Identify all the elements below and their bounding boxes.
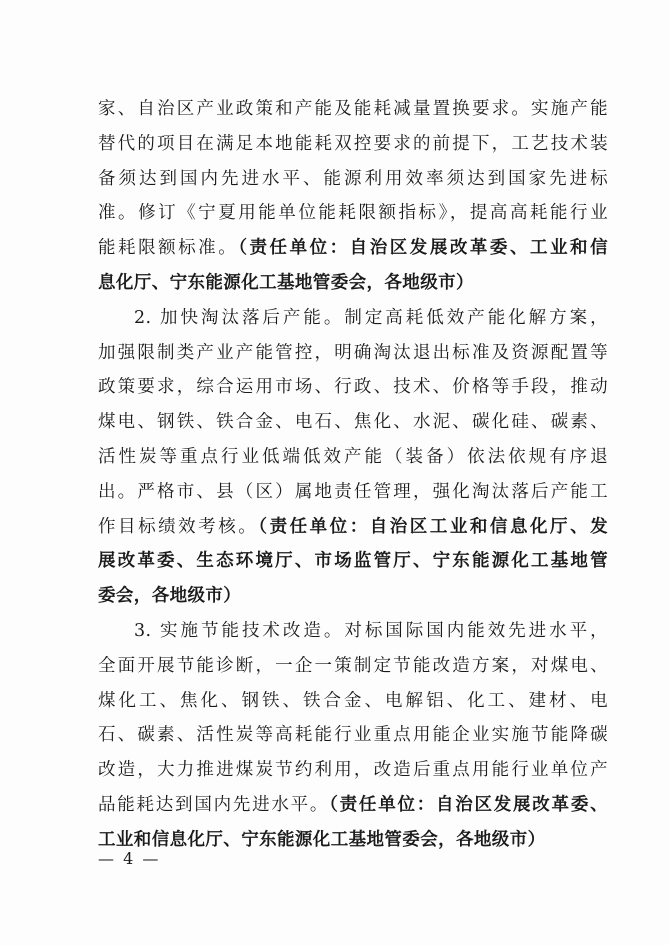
text-line — [98, 689, 608, 713]
body-text: 准。修订《宁夏用能单位能耗限额指标》，提高高耗能行业 — [98, 203, 608, 224]
body-text: 全面开展节能诊断，一企一策制定节能改造方案，对煤电、 — [98, 655, 608, 676]
body-text: 煤电、钢铁、铁合金、电石、焦化、水泥、碳化硅、碳素、 — [98, 412, 608, 433]
text-line — [98, 271, 608, 295]
text-line — [98, 758, 608, 782]
text-line — [98, 410, 608, 434]
body-text: 品能耗达到国内先进水平。 — [98, 795, 330, 815]
responsible-unit-text: 委会，各地级市） — [98, 586, 242, 607]
body-text: 能耗限额标准。 — [98, 238, 239, 259]
body-text: 煤化工、焦化、钢铁、铁合金、电解铝、化工、建材、电 — [98, 690, 608, 711]
responsible-unit-text: 工业和信息化厅、宁东能源化工基地管委会，各地级市） — [98, 829, 546, 850]
text-line — [98, 515, 608, 539]
responsible-unit-text: （责任单位：自治区发展改革委、工业和信 — [238, 238, 608, 259]
text-line — [98, 654, 608, 678]
text-line — [98, 236, 608, 260]
body-text: 作目标绩效考核。 — [98, 516, 259, 537]
responsible-unit-text: 展改革委、生态环境厅、市场监管厅、宁东能源化工基地管 — [98, 551, 608, 572]
text-line — [98, 480, 608, 504]
text-line — [98, 375, 608, 399]
body-text: 3. 实施节能技术改造。对标国际国内能效先进水平， — [134, 621, 608, 641]
text-line — [134, 306, 608, 330]
text-line — [98, 132, 608, 156]
responsible-unit-text: （责任单位：自治区工业和信息化厅、发 — [258, 516, 609, 537]
body-text: 家、自治区产业政策和产能及能耗减量置换要求。实施产能 — [98, 99, 608, 119]
text-line — [98, 723, 608, 747]
text-line — [98, 167, 608, 191]
responsible-unit-text: 息化厅、宁东能源化工基地管委会，各地级市） — [98, 273, 474, 293]
body-text: 改造，大力推进煤炭节约利用，改造后重点用能行业单位产 — [98, 760, 608, 781]
body-text: 2. 加快淘汰落后产能。制定高耗低效产能化解方案， — [134, 307, 608, 328]
body-text: 石、碳素、活性炭等高耗能行业重点用能企业实施节能降碳 — [98, 725, 608, 746]
text-line — [98, 445, 608, 469]
responsible-unit-text: （责任单位：自治区发展改革委、 — [329, 795, 608, 815]
text-line — [98, 793, 608, 817]
text-line — [98, 584, 608, 608]
body-text: 替代的项目在满足本地能耗双控要求的前提下，工艺技术装 — [98, 133, 608, 154]
body-text: 出。严格市、县（区）属地责任管理，强化淘汰落后产能工 — [98, 481, 608, 502]
text-line — [134, 619, 608, 643]
body-text: 加强限制类产业产能管控，明确淘汰退出标准及资源配置等 — [98, 342, 608, 363]
text-line — [98, 97, 608, 121]
text-line — [98, 201, 608, 225]
text-line — [98, 828, 608, 852]
body-text: 活性炭等重点行业低端低效产能（装备）依法依规有序退 — [98, 447, 608, 467]
page-number: — 4 — — [98, 849, 161, 868]
text-line — [98, 341, 608, 365]
body-text: 备须达到国内先进水平、能源利用效率须达到国家先进标 — [98, 168, 608, 189]
text-line — [98, 549, 608, 573]
body-text: 政策要求，综合运用市场、行政、技术、价格等手段，推动 — [98, 377, 608, 398]
